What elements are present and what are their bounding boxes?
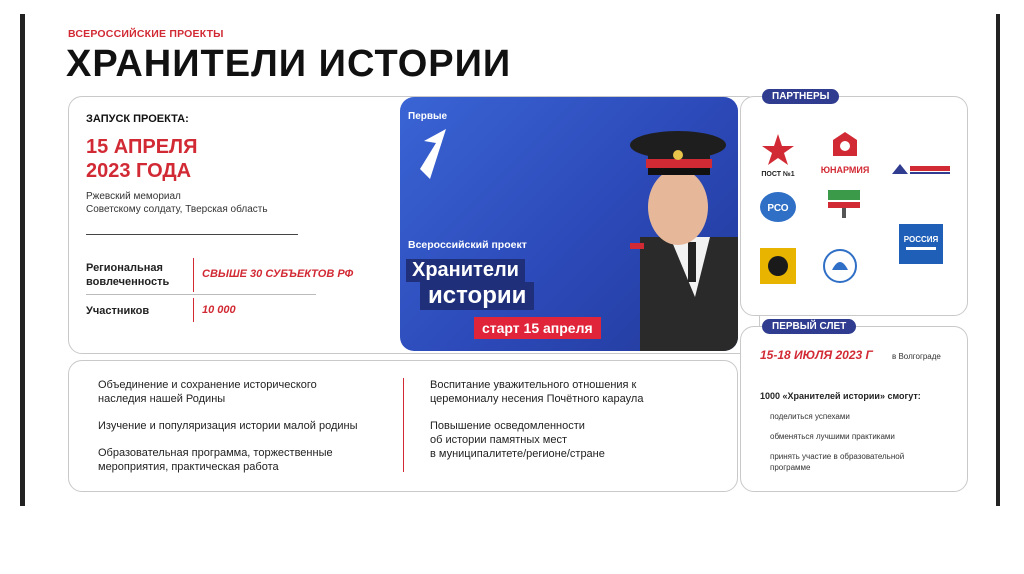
stat-value-participants: 10 000 <box>202 304 236 316</box>
slide <box>26 14 996 506</box>
promo-logo-text: Первые <box>408 111 448 122</box>
logo-caption: ПОСТ №1 <box>761 171 795 178</box>
page-title: ХРАНИТЕЛИ ИСТОРИИ <box>66 43 512 85</box>
slet-item-2: обменяться лучшими практиками <box>770 432 895 441</box>
stat-divider <box>193 298 194 322</box>
rvio-emblem-icon <box>758 246 798 286</box>
russia-logo-text: РОССИЯ <box>903 235 939 244</box>
stat-label-participants: Участников <box>86 305 150 317</box>
rvio-icon <box>822 186 866 220</box>
slet-item-3-line2: программе <box>770 463 811 472</box>
header-kicker: ВСЕРОССИЙСКИЕ ПРОЕКТЫ <box>68 28 224 40</box>
goal-left-2: Изучение и популяризация истории малой родины <box>98 420 358 432</box>
promo-start-badge: старт 15 апреля <box>474 317 601 339</box>
stat-label-line2: вовлеченность <box>86 276 170 288</box>
slet-item-1: поделиться успехами <box>770 412 850 421</box>
goal-left-3-line2: мероприятия, практическая работа <box>98 461 279 473</box>
goals-divider <box>403 378 404 472</box>
launch-divider <box>86 234 298 235</box>
goal-left-1-line1: Объединение и сохранение исторического <box>98 379 317 391</box>
goal-right-2-line3: в муниципалитете/регионе/стране <box>430 448 605 460</box>
goal-right-1-line2: церемониалу несения Почётного караула <box>430 393 644 405</box>
slet-pill: ПЕРВЫЙ СЛЕТ <box>762 319 856 334</box>
promo-image <box>400 97 738 351</box>
stat-value: СВЫШЕ 30 СУБЪЕКТОВ РФ <box>202 268 354 280</box>
goal-left-3-line1: Образовательная программа, торжественные <box>98 447 333 459</box>
launch-place-line2: Советскому солдату, Тверская область <box>86 204 268 215</box>
rso-icon <box>758 190 798 224</box>
stat-divider <box>193 258 194 292</box>
goal-right-2-line1: Повышение осведомленности <box>430 420 585 432</box>
slet-date: 15-18 ИЮЛЯ 2023 Г <box>760 348 873 362</box>
russia-icon <box>898 223 944 265</box>
slet-item-3-line1: принять участие в образовательной <box>770 452 905 461</box>
yunarmia-icon <box>816 130 874 174</box>
partners-pill: ПАРТНЕРЫ <box>762 89 839 104</box>
svg-text:РСО: РСО <box>767 203 789 214</box>
goal-right-1-line1: Воспитание уважительного отношения к <box>430 379 637 391</box>
promo-title-line2: истории <box>420 282 534 310</box>
slet-headline: 1000 «Хранителей истории» смогут: <box>760 391 921 401</box>
launch-label: ЗАПУСК ПРОЕКТА: <box>86 113 189 125</box>
slet-city: в Волгограде <box>892 352 941 361</box>
volunteers-icon <box>820 246 860 286</box>
cadet-photo-icon <box>600 97 738 351</box>
launch-place-line1: Ржевский мемориал <box>86 191 181 202</box>
launch-date-line1: 15 АПРЕЛЯ <box>86 136 198 158</box>
post-no1-icon <box>759 132 797 176</box>
stat-row-divider <box>86 294 316 295</box>
promo-kicker: Всероссийский проект <box>408 239 527 251</box>
search-movement-icon <box>888 160 952 178</box>
stat-label-line1: Региональная <box>86 262 163 274</box>
left-frame-line <box>20 14 25 506</box>
launch-date-line2: 2023 ГОДА <box>86 160 192 182</box>
logo-caption: ЮНАРМИЯ <box>820 165 870 175</box>
promo-title-line1: Хранители <box>406 259 525 282</box>
goal-right-2-line2: об истории памятных мест <box>430 434 568 446</box>
goal-left-1-line2: наследия нашей Родины <box>98 393 226 405</box>
